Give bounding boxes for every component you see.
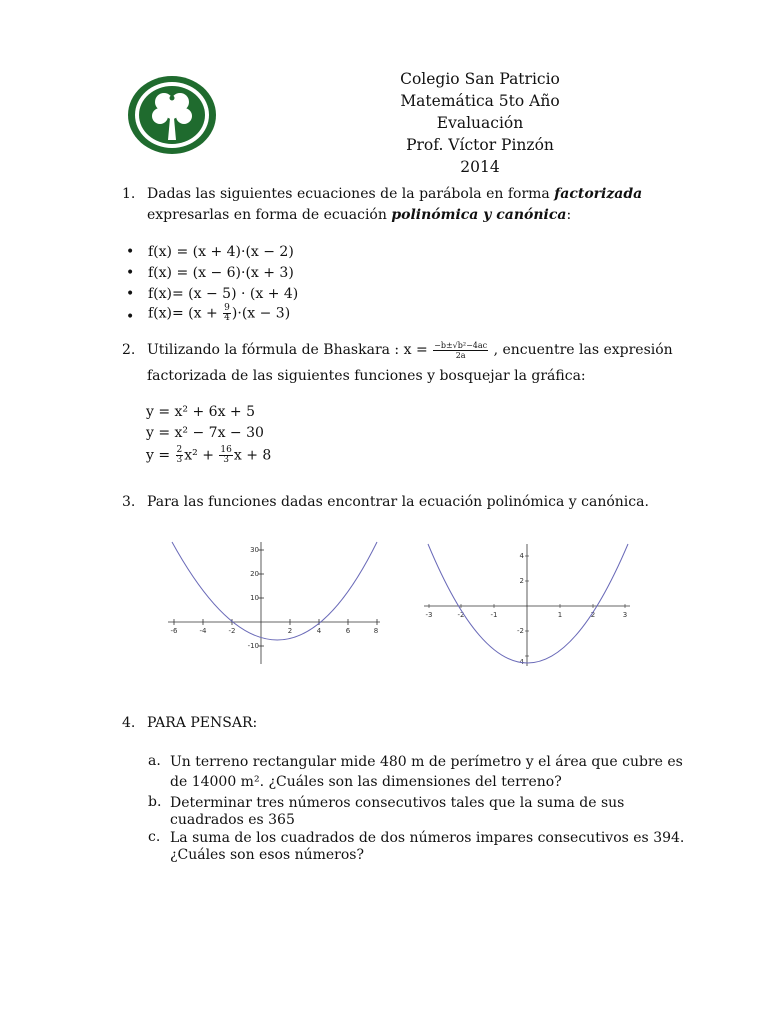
sub-question-text: Un terreno rectangular mide 480 m de perímetro y el área que cubre es [170,754,683,770]
text-span: x + 8 [233,447,272,464]
x-tick-label: -2 [228,627,236,635]
evaluation-type: Evaluación [436,114,524,132]
teacher-name: Prof. Víctor Pinzón [406,136,554,154]
y-tick-label: -4 [517,658,524,666]
question-number: 4. [122,715,136,731]
sub-question-text: de 14000 m². ¿Cuáles son las dimensiones del terreno? [170,774,562,790]
question-number: 2. [122,342,136,358]
denominator: 3 [176,455,183,465]
numerator: 9 [224,303,230,313]
sub-question-text: Determinar tres números consecutivos tales que la suma de sus [170,795,625,811]
y-tick-label: 20 [250,570,259,578]
text-span: y = [146,447,175,464]
y-tick-label: 10 [250,594,259,602]
bullet-icon: • [126,265,135,281]
parabola-graph-1 [164,538,384,668]
parabola-curve [172,542,377,640]
x-tick-label: -1 [490,611,498,619]
sub-question-label: b. [148,794,162,810]
x-tick-label: -3 [425,611,433,619]
question-text-line: Para las funciones dadas encontrar la ecuación polinómica y canónica. [147,494,649,510]
fraction [219,446,232,465]
list-item: f(x)= (x − 5) · (x + 4) [148,286,299,302]
text-span: )·(x − 3) [231,305,291,322]
subject: Matemática 5to Año [400,92,560,110]
question-number: 1. [122,186,136,202]
sub-question-text: ¿Cuáles son esos números? [170,847,364,863]
y-tick-label: -2 [517,627,524,635]
text-span: , encuentre las expresión [489,342,673,358]
denominator: 4 [224,313,230,323]
numerator: 16 [220,445,232,455]
sub-question-label: c. [148,829,161,845]
question-number: 3. [122,494,136,510]
bullet-icon: • [126,286,135,302]
numerator: 2 [176,445,183,455]
y-tick-label: -10 [247,642,259,650]
denominator: 3 [223,455,230,465]
y-tick-label: 4 [519,552,524,560]
text-span: Dadas las siguientes ecuaciones de la parábola en forma [147,186,555,202]
question-text-line [147,340,673,360]
bullet-icon: • [126,244,135,260]
x-tick-label: 6 [345,627,351,635]
emphasis-text: factorizada [554,186,643,202]
question-text-line [147,184,642,204]
fraction [223,304,231,323]
x-tick-label: 2 [590,611,596,619]
equation-2: y = x² − 7x − 30 [146,425,264,441]
x-tick-label: 3 [622,611,628,619]
list-item [148,304,290,323]
list-item: f(x) = (x − 6)·(x + 3) [148,265,294,281]
list-item: f(x) = (x + 4)·(x − 2) [148,244,294,260]
equation-1: y = x² + 6x + 5 [146,404,256,420]
x-tick-label: -4 [199,627,207,635]
question-text-line: factorizada de las siguientes funciones y bosquejar la gráfica: [147,368,586,384]
emphasis-text: polinómica y canónica [391,207,567,223]
text-span: : [566,207,572,223]
text-span: Utilizando la fórmula de Bhaskara : x = [147,342,433,358]
y-tick-label: 30 [250,546,259,554]
x-tick-label: 8 [373,627,379,635]
sub-question-label: a. [148,753,161,769]
school-logo-shamrock-icon [126,74,218,156]
numerator: −b±√b²−4ac [434,340,488,350]
x-tick-label: 2 [287,627,293,635]
parabola-curve [425,544,628,663]
bullet-icon: • [126,309,135,325]
school-name: Colegio San Patricio [400,70,560,88]
bhaskara-formula [433,341,488,360]
equation-3 [146,446,271,465]
text-span: x² + [184,447,219,464]
x-tick-label: 4 [316,627,322,635]
y-tick-label: 2 [519,577,524,585]
sub-question-text: La suma de los cuadrados de dos números impares consecutivos es 394. [170,830,685,846]
year: 2014 [460,158,500,176]
x-tick-label: 1 [557,611,563,619]
text-span: expresarlas en forma de ecuación [147,207,392,223]
sub-question-text: cuadrados es 365 [170,812,295,828]
x-tick-label: -2 [457,611,465,619]
question-text-line [147,205,571,225]
document-header [360,68,600,178]
denominator: 2a [455,350,466,360]
text-span: f(x)= (x + [148,305,223,322]
question-title: PARA PENSAR: [147,715,258,731]
parabola-graph-2 [422,542,632,670]
x-tick-label: -6 [170,627,178,635]
fraction [176,446,184,465]
